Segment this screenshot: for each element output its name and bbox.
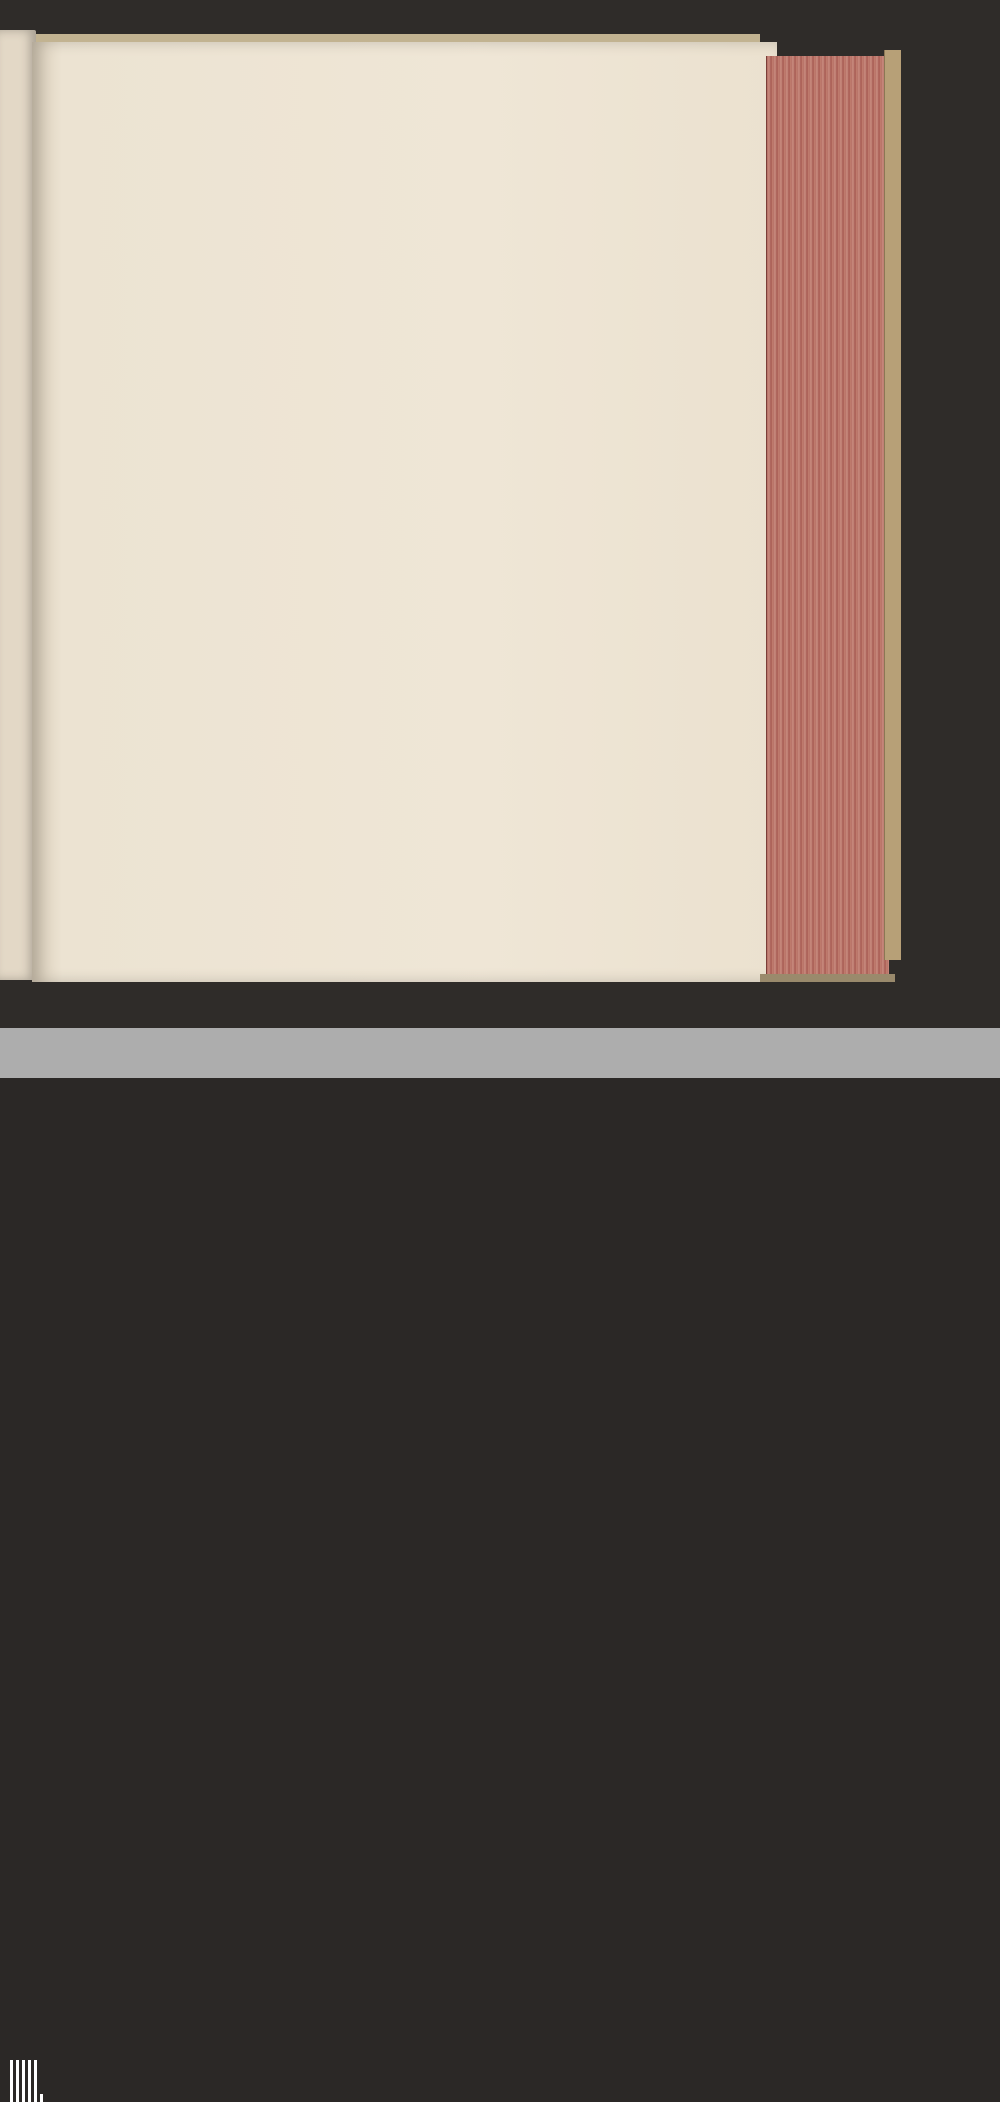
book-cover-right-edge (884, 50, 901, 960)
page-block-fore-edge (766, 56, 889, 978)
library-logo-icon (10, 2060, 44, 2102)
library-footer-bar (0, 1028, 1000, 1078)
book-scan (0, 0, 1000, 1028)
book-page (32, 42, 777, 982)
book-cover-bottom-edge (760, 974, 895, 982)
previous-page-edge (0, 30, 36, 980)
book-cover-top-edge (0, 34, 760, 42)
